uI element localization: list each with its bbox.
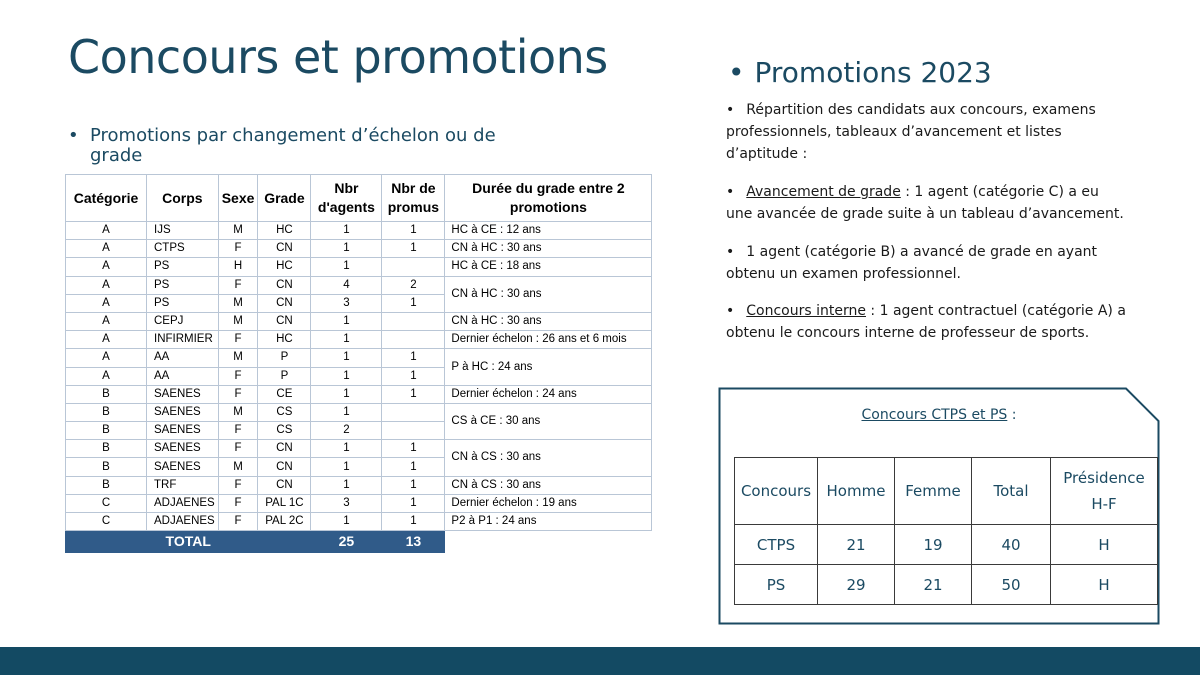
cell-corps: PS	[147, 276, 219, 294]
cell-sexe: F	[218, 476, 258, 494]
cell-grade: HC	[258, 331, 311, 349]
bullet-dot: •	[726, 303, 735, 319]
cell-promus: 1	[382, 476, 445, 494]
cell-promus	[382, 258, 445, 276]
concours-box-title-text: Concours CTPS et PS	[861, 407, 1008, 423]
bullet-dot: •	[726, 102, 735, 118]
cell-corps: SAENES	[147, 458, 219, 476]
cell-grade: CN	[258, 294, 311, 312]
cell-grade: CN	[258, 440, 311, 458]
cell-corps: SAENES	[147, 385, 219, 403]
cell-concours: CTPS	[735, 525, 818, 565]
slide-title: Concours et promotions	[68, 30, 608, 84]
cell-presidence: H	[1051, 565, 1158, 605]
cell-duree: HC à CE : 18 ans	[445, 258, 652, 276]
left-bullet	[68, 126, 528, 166]
table-row	[735, 525, 1158, 565]
table-row	[66, 258, 652, 276]
cell-sexe: H	[218, 258, 258, 276]
cell-agents: 1	[311, 513, 382, 531]
cell-categorie: B	[66, 422, 147, 440]
cell-duree: Dernier échelon : 24 ans	[445, 385, 652, 403]
cell-agents: 1	[311, 258, 382, 276]
cell-duree: CN à HC : 30 ans	[445, 276, 652, 312]
cell-sexe: F	[218, 385, 258, 403]
bullet-dot: •	[726, 244, 735, 260]
cell-sexe: M	[218, 403, 258, 421]
cell-sexe: F	[218, 276, 258, 294]
table-row	[66, 440, 652, 458]
header-concours: Concours	[735, 458, 818, 525]
cell-duree: CS à CE : 30 ans	[445, 403, 652, 439]
table-header-row	[66, 175, 652, 222]
cell-agents: 1	[311, 476, 382, 494]
cell-corps: ADJAENES	[147, 494, 219, 512]
header-categorie: Catégorie	[66, 175, 147, 222]
cell-total: 50	[972, 565, 1051, 605]
right-paragraph-4	[726, 300, 1126, 344]
right-p4-text: : 1 agent contractuel (catégorie A) a obtenu le concours interne de professeur de sports.	[726, 303, 1126, 341]
cell-promus: 1	[382, 222, 445, 240]
right-title-text: Promotions 2023	[754, 56, 992, 89]
footer-bar	[0, 647, 1200, 675]
cell-promus	[382, 403, 445, 421]
table-row	[66, 494, 652, 512]
cell-categorie: A	[66, 240, 147, 258]
header-grade: Grade	[258, 175, 311, 222]
cell-promus: 1	[382, 349, 445, 367]
cell-promus	[382, 312, 445, 330]
cell-duree: HC à CE : 12 ans	[445, 222, 652, 240]
cell-corps: PS	[147, 258, 219, 276]
right-title	[728, 56, 992, 89]
cell-categorie: A	[66, 367, 147, 385]
header-duree: Durée du grade entre 2 promotions	[445, 175, 652, 222]
cell-corps: SAENES	[147, 440, 219, 458]
cell-duree: CN à CS : 30 ans	[445, 476, 652, 494]
cell-promus: 1	[382, 440, 445, 458]
cell-sexe: M	[218, 458, 258, 476]
cell-grade: PAL 1C	[258, 494, 311, 512]
cell-agents: 2	[311, 422, 382, 440]
cell-agents: 4	[311, 276, 382, 294]
header-corps: Corps	[147, 175, 219, 222]
right-paragraph-2	[726, 181, 1126, 225]
promotions-table	[65, 174, 652, 553]
concours-table	[734, 457, 1158, 605]
cell-grade: HC	[258, 258, 311, 276]
table-row	[66, 403, 652, 421]
cell-promus: 1	[382, 513, 445, 531]
cell-corps: PS	[147, 294, 219, 312]
cell-sexe: F	[218, 367, 258, 385]
header-presidence	[1051, 458, 1158, 525]
cell-duree: CN à CS : 30 ans	[445, 440, 652, 476]
cell-duree: P à HC : 24 ans	[445, 349, 652, 385]
cell-promus: 1	[382, 458, 445, 476]
right-paragraph-1	[726, 99, 1126, 165]
cell-corps: TRF	[147, 476, 219, 494]
header-femme: Femme	[895, 458, 972, 525]
cell-corps: CEPJ	[147, 312, 219, 330]
cell-categorie: A	[66, 349, 147, 367]
cell-corps: SAENES	[147, 422, 219, 440]
cell-femme: 19	[895, 525, 972, 565]
concours-interne-link: Concours interne	[746, 303, 866, 319]
cell-homme: 21	[818, 525, 895, 565]
concours-box-title-suffix: :	[1007, 407, 1017, 423]
cell-agents: 1	[311, 312, 382, 330]
cell-categorie: B	[66, 403, 147, 421]
cell-duree: Dernier échelon : 26 ans et 6 mois	[445, 331, 652, 349]
cell-promus: 1	[382, 385, 445, 403]
table-row	[66, 476, 652, 494]
cell-categorie: C	[66, 513, 147, 531]
cell-concours: PS	[735, 565, 818, 605]
cell-sexe: M	[218, 312, 258, 330]
cell-categorie: A	[66, 294, 147, 312]
table-row	[66, 385, 652, 403]
cell-sexe: F	[218, 422, 258, 440]
cell-duree: P2 à P1 : 24 ans	[445, 513, 652, 531]
cell-grade: P	[258, 367, 311, 385]
cell-categorie: A	[66, 222, 147, 240]
total-promus: 13	[382, 531, 445, 553]
cell-agents: 1	[311, 403, 382, 421]
right-paragraph-3	[726, 241, 1126, 285]
concours-box	[718, 387, 1160, 625]
cell-promus: 1	[382, 367, 445, 385]
cell-agents: 3	[311, 294, 382, 312]
cell-corps: IJS	[147, 222, 219, 240]
cell-promus	[382, 422, 445, 440]
table-row	[66, 513, 652, 531]
cell-presidence: H	[1051, 525, 1158, 565]
cell-promus: 2	[382, 276, 445, 294]
cell-grade: HC	[258, 222, 311, 240]
cell-sexe: F	[218, 331, 258, 349]
left-bullet-text: Promotions par changement d’échelon ou de grade	[90, 125, 496, 166]
cell-corps: CTPS	[147, 240, 219, 258]
cell-grade: P	[258, 349, 311, 367]
header-presidence-line1: Présidence	[1063, 469, 1145, 487]
cell-categorie: A	[66, 258, 147, 276]
right-p1-text: Répartition des candidats aux concours, examens professionnels, tableaux d’avancement et listes d’aptitude :	[726, 102, 1096, 162]
cell-promus: 1	[382, 294, 445, 312]
cell-corps: SAENES	[147, 403, 219, 421]
table-row	[66, 222, 652, 240]
cell-duree: CN à HC : 30 ans	[445, 312, 652, 330]
total-row	[66, 531, 652, 553]
header-homme: Homme	[818, 458, 895, 525]
cell-grade: CN	[258, 276, 311, 294]
total-label: TOTAL	[66, 531, 311, 553]
cell-agents: 1	[311, 385, 382, 403]
bullet-dot: •	[728, 56, 745, 89]
cell-sexe: M	[218, 294, 258, 312]
header-total: Total	[972, 458, 1051, 525]
cell-sexe: M	[218, 349, 258, 367]
header-nbr-promus: Nbr de promus	[382, 175, 445, 222]
cell-promus	[382, 331, 445, 349]
cell-agents: 1	[311, 222, 382, 240]
cell-corps: AA	[147, 349, 219, 367]
cell-categorie: B	[66, 440, 147, 458]
table-row	[66, 240, 652, 258]
cell-total: 40	[972, 525, 1051, 565]
table-row	[66, 312, 652, 330]
table-row	[66, 276, 652, 294]
cell-homme: 29	[818, 565, 895, 605]
cell-categorie: C	[66, 494, 147, 512]
cell-femme: 21	[895, 565, 972, 605]
cell-sexe: F	[218, 240, 258, 258]
cell-agents: 1	[311, 367, 382, 385]
bullet-dot: •	[68, 125, 79, 146]
right-p2-text: : 1 agent (catégorie C) a eu une avancée de grade suite à un tableau d’avancement.	[726, 184, 1124, 222]
cell-promus: 1	[382, 494, 445, 512]
header-nbr-agents: Nbr d'agents	[311, 175, 382, 222]
cell-agents: 1	[311, 458, 382, 476]
right-p3-text: 1 agent (catégorie B) a avancé de grade en ayant obtenu un examen professionnel.	[726, 244, 1098, 282]
total-blank	[445, 531, 652, 553]
total-agents: 25	[311, 531, 382, 553]
avancement-grade-link: Avancement de grade	[746, 184, 901, 200]
concours-box-title	[718, 407, 1160, 423]
table-row	[66, 349, 652, 367]
cell-agents: 1	[311, 349, 382, 367]
cell-promus: 1	[382, 240, 445, 258]
cell-agents: 1	[311, 440, 382, 458]
cell-sexe: F	[218, 494, 258, 512]
cell-sexe: F	[218, 440, 258, 458]
cell-corps: AA	[147, 367, 219, 385]
cell-agents: 3	[311, 494, 382, 512]
cell-categorie: B	[66, 476, 147, 494]
cell-agents: 1	[311, 331, 382, 349]
header-presidence-line2: H-F	[1091, 495, 1117, 513]
cell-grade: PAL 2C	[258, 513, 311, 531]
cell-categorie: A	[66, 331, 147, 349]
cell-duree: CN à HC : 30 ans	[445, 240, 652, 258]
cell-grade: CE	[258, 385, 311, 403]
table-row	[66, 331, 652, 349]
cell-grade: CS	[258, 403, 311, 421]
cell-grade: CN	[258, 240, 311, 258]
table-row	[735, 565, 1158, 605]
cell-agents: 1	[311, 240, 382, 258]
cell-categorie: A	[66, 276, 147, 294]
cell-grade: CN	[258, 458, 311, 476]
cell-corps: ADJAENES	[147, 513, 219, 531]
cell-grade: CN	[258, 312, 311, 330]
cell-sexe: F	[218, 513, 258, 531]
cell-grade: CS	[258, 422, 311, 440]
cell-corps: INFIRMIER	[147, 331, 219, 349]
cell-duree: Dernier échelon : 19 ans	[445, 494, 652, 512]
bullet-dot: •	[726, 184, 735, 200]
concours-header-row	[735, 458, 1158, 525]
cell-grade: CN	[258, 476, 311, 494]
header-sexe: Sexe	[218, 175, 258, 222]
cell-sexe: M	[218, 222, 258, 240]
cell-categorie: B	[66, 458, 147, 476]
cell-categorie: A	[66, 312, 147, 330]
cell-categorie: B	[66, 385, 147, 403]
